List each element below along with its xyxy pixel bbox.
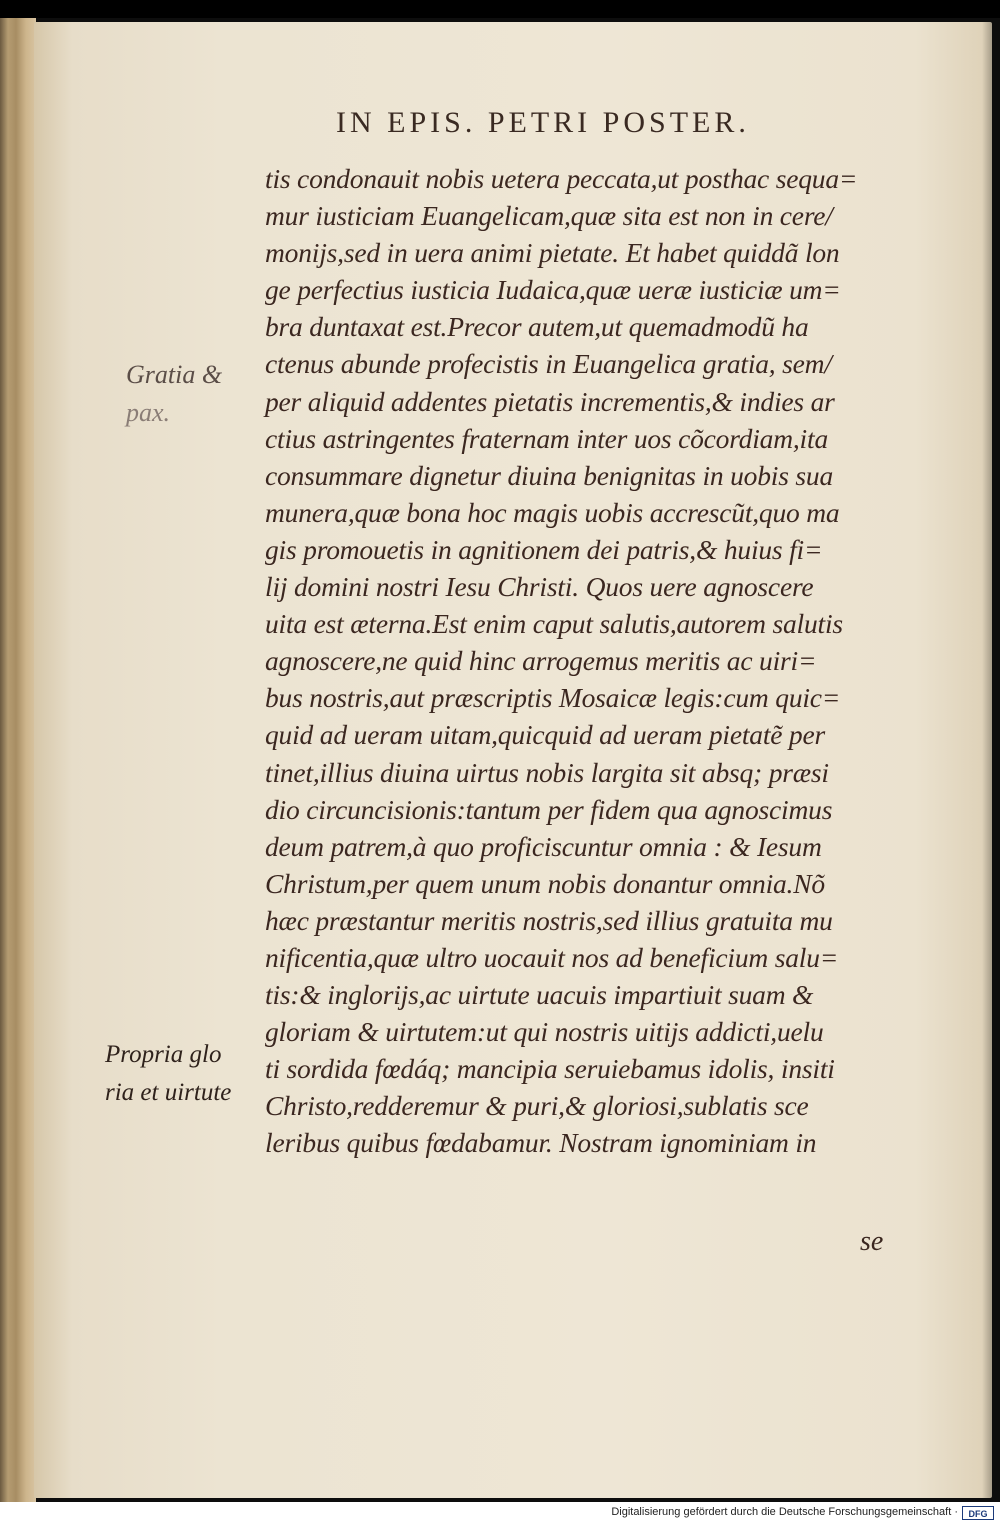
text-line: quid ad ueram uitam,quicquid ad ueram pietatẽ per xyxy=(265,719,825,751)
text-line: Christum,per quem unum nobis donantur omnia.Nõ xyxy=(265,867,825,899)
body-text xyxy=(265,160,925,1162)
text-line: bra duntaxat est.Precor autem,ut quemadmodũ ha xyxy=(265,311,809,343)
text-line: agnoscere,ne quid hinc arrogemus meritis ac uiri= xyxy=(265,645,817,677)
text-line: lij domini nostri Iesu Christi. Quos uere agnoscere xyxy=(265,571,814,603)
text-line: uita est æterna.Est enim caput salutis,autorem salutis xyxy=(265,608,843,640)
text-line: tis condonauit nobis uetera peccata,ut posthac sequa= xyxy=(265,163,858,194)
text-line: ge perfectius iusticia Iudaica,quæ ueræ iusticiæ um= xyxy=(265,274,841,306)
dfg-logo: DFG xyxy=(962,1506,994,1520)
text-line: monijs,sed in uera animi pietate. Et habet quiddã lon xyxy=(265,237,840,269)
text-line: hæc præstantur meritis nostris,sed illius gratuita mu xyxy=(265,904,833,936)
footer-bar xyxy=(0,1502,1000,1524)
text-line: gloriam & uirtutem:ut qui nostris uitijs addicti,uelu xyxy=(265,1016,824,1048)
text-line: ti sordida fœdáq; mancipia seruiebamus idolis, insiti xyxy=(265,1053,835,1085)
marginal-note-gratia xyxy=(126,356,222,432)
marginal-note-line: pax. xyxy=(126,398,171,427)
text-line: Christo,redderemur & puri,& gloriosi,sublatis sce xyxy=(265,1090,809,1122)
text-line: ctius astringentes fraternam inter uos cõcordiam,ita xyxy=(265,422,828,454)
text-line: gis promouetis in agnitionem dei patris,& huius fi= xyxy=(265,533,823,565)
text-line: tinet,illius diuina uirtus nobis largita sit absq; præsi xyxy=(265,756,829,788)
running-head: IN EPIS. PETRI POSTER. xyxy=(336,106,750,139)
text-line: per aliquid addentes pietatis incrementis,& indies ar xyxy=(265,385,835,417)
page-shadow xyxy=(982,22,992,1498)
marginal-note-line: Gratia & xyxy=(126,360,223,389)
text-line: dio circuncisionis:tantum per fidem qua agnoscimus xyxy=(265,793,833,825)
marginal-note-propria xyxy=(105,1036,231,1112)
text-line: ctenus abunde profecistis in Euangelica gratia, sem/ xyxy=(265,348,832,380)
text-line: mur iusticiam Euangelicam,quæ sita est non in cere/ xyxy=(265,200,833,232)
text-line: consummare dignetur diuina benignitas in uobis sua xyxy=(265,459,833,491)
marginal-note-line: ria et uirtute xyxy=(105,1079,232,1106)
text-line: tis:& inglorijs,ac uirtute uacuis impartiuit suam & xyxy=(265,979,814,1011)
text-line: munera,quæ bona hoc magis uobis accrescũt,quo ma xyxy=(265,496,840,528)
text-line: bus nostris,aut præscriptis Mosaicæ legis:cum quic= xyxy=(265,682,841,714)
text-line: nificentia,quæ ultro uocauit nos ad beneficium salu= xyxy=(265,941,839,973)
catchword: se xyxy=(860,1226,884,1257)
funding-credit: Digitalisierung gefördert durch die Deutsche Forschungsgemeinschaft · xyxy=(611,1506,958,1518)
book-edge xyxy=(0,18,36,1502)
text-line: leribus quibus fœdabamur. Nostram ignominiam in xyxy=(265,1127,817,1159)
text-line: deum patrem,à quo proficiscuntur omnia : & Iesum xyxy=(265,830,822,862)
marginal-note-line: Propria glo xyxy=(105,1041,222,1068)
